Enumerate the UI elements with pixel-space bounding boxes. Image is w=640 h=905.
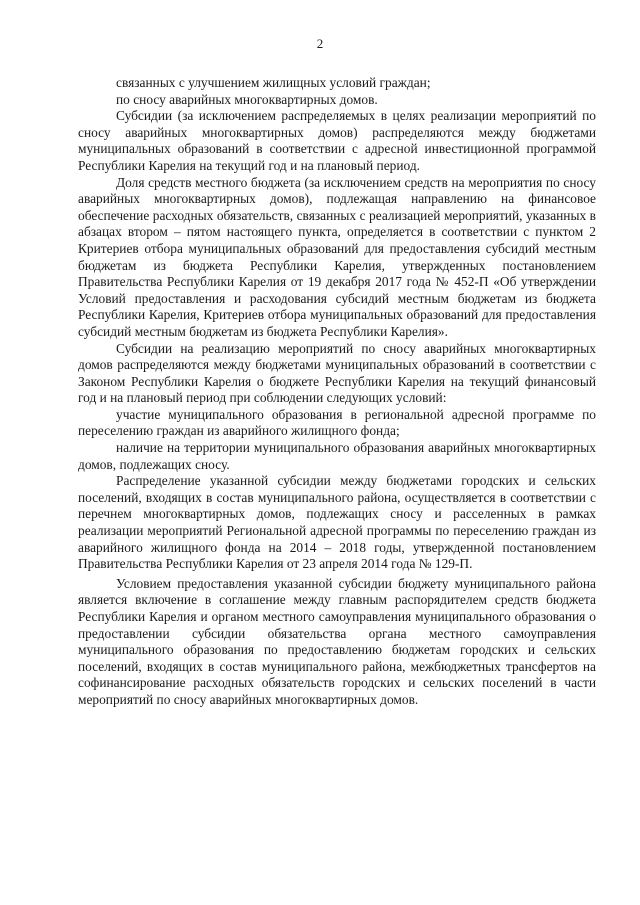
paragraph: участие муниципального образования в региональной адресной программе по переселению граждан из аварийного жилищного фонда;	[78, 406, 596, 439]
paragraph: связанных с улучшением жилищных условий граждан;	[116, 75, 431, 90]
page-number: 2	[316, 36, 324, 51]
paragraph: Распределение указанной субсидии между бюджетами городских и сельских поселений, входящих в состав муниципального района, осуществляется в соответствии с перечнем многоквартирных домов, подлежащих сносу и расселенных в рамках реализации мероприятий Региональной адресной программы по переселению граждан из аварийного жилищного фонда на 2014 – 2018 годы, утвержденной постановлением Правительства Республики Карелия от 23 апреля 2014 года № 129-П.	[78, 473, 596, 572]
paragraph: Субсидии (за исключением распределяемых в целях реализации мероприятий по сносу аварийных многоквартирных домов) распределяются между бюджетами муниципальных образований в соответствии с адресной инвестиционной программой Республики Карелия на текущий год и на плановый период.	[78, 108, 596, 173]
paragraph: наличие на территории муниципального образования аварийных многоквартирных домов, подлежащих сносу.	[78, 440, 596, 472]
paragraph: Условием предоставления указанной субсидии бюджету муниципального района является включение в соглашение между главным распорядителем средств бюджета Республики Карелия и органом местного самоуправления муниципального образования о предоставлении субсидии обязательства органа местного самоуправления муниципального образования по предоставлению бюджетам городских и сельских поселений, входящих в состав муниципального района, межбюджетных трансфертов на софинансирование расходных обязательств городских и сельских поселений в части мероприятий по сносу аварийных многоквартирных домов.	[78, 575, 596, 707]
document-body	[78, 75, 596, 709]
paragraph: Субсидии на реализацию мероприятий по сносу аварийных многоквартирных домов распределяются между бюджетами муниципальных образований в соответствии с Законом Республики Карелия о бюджете Республики Карелия на текущий финансовый год и на плановый период при соблюдении следующих условий:	[78, 340, 596, 406]
paragraph: Доля средств местного бюджета (за исключением средств на мероприятия по сносу аварийных многоквартирных домов), подлежащая направлению на финансовое обеспечение расходных обязательств, связанных с реализацией мероприятий, указанных в абзацах втором – пятом настоящего пункта, определяется в соответствии с пунктом 2 Критериев отбора муниципальных образований для предоставления субсидий местным бюджетам из бюджета Республики Карелия, утвержденных постановлением Правительства Республики Карелия от 19 декабря 2017 года № 452-П «Об утверждении Условий предоставления и расходования субсидий местным бюджетам из бюджета Республики Карелия, Критериев отбора муниципальных образований для предоставления субсидий местным бюджетам из бюджета Республики Карелия».	[78, 174, 596, 339]
paragraph: по сносу аварийных многоквартирных домов.	[116, 91, 378, 107]
